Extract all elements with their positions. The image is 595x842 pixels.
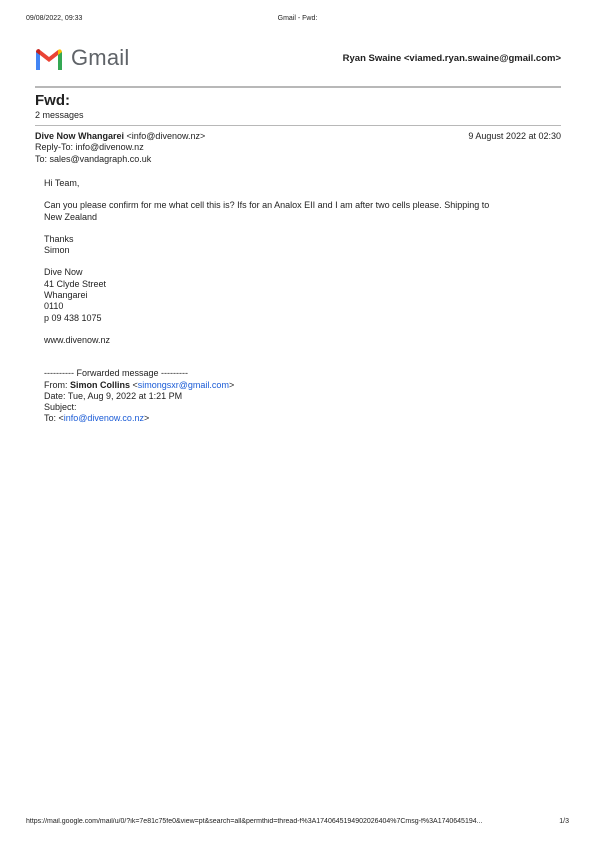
signature-city: Whangarei [44,290,88,301]
forwarded-from-line [44,380,554,391]
print-datetime: 09/08/2022, 09:33 [26,15,83,22]
message-sender [35,131,205,143]
account-identity: Ryan Swaine <viamed.ryan.swaine@gmail.com> [342,53,561,64]
print-page-title: Gmail - Fwd: [277,15,318,22]
header-divider [35,86,561,88]
greeting: Hi Team, [44,178,80,188]
thread-subject: Fwd: [35,92,70,109]
forwarded-from-label: From: [44,379,70,390]
signature-website-link[interactable]: www.divenow.nz [44,334,111,345]
forwarded-subject-line: Subject: [44,402,77,413]
signature-street-link[interactable]: 41 Clyde Street [44,278,107,289]
signature-company: Dive Now [44,267,83,278]
forwarded-to-close: > [143,413,150,424]
gmail-wordmark: Gmail [71,45,130,70]
print-footer-url: https://mail.google.com/mail/u/0/?ik=7e81c75fe0&view=pt&search=all&permthid=thread-f%3A1740645194902026404%7Cmsg-f%3A1740645194... [26,818,483,825]
forwarded-from-email-link[interactable]: simongsxr@gmail.com [137,379,229,390]
forwarded-to-line [44,413,554,424]
forwarded-separator: ---------- Forwarded message --------- [44,368,188,379]
message-body [44,178,554,425]
forwarded-from-name: Simon Collins [70,379,131,390]
sender-email: <info@divenow.nz> [126,131,206,141]
signature-phone: p 09 438 1075 [44,312,102,323]
sender-name: Dive Now Whangarei [35,131,125,141]
signature-postcode-link[interactable]: 0110 [44,301,64,312]
body-text-line-2: New Zealand [44,211,98,222]
thread-divider [35,125,561,126]
message-count: 2 messages [35,110,84,120]
forwarded-from-close: > [228,379,235,390]
message-date: 9 August 2022 at 02:30 [468,131,561,141]
print-page-number: 1/3 [559,818,569,825]
signoff-line: Simon [44,245,70,256]
gmail-m-logo-icon [34,47,64,70]
forwarded-to-label: To: < [44,413,64,424]
thanks-line: Thanks [44,233,74,244]
gmail-logo[interactable] [34,45,129,71]
reply-to-line: Reply-To: info@divenow.nz [35,142,144,152]
to-line: To: sales@vandagraph.co.uk [35,154,152,164]
forwarded-date-line: Date: Tue, Aug 9, 2022 at 1:21 PM [44,390,183,401]
body-text-line-1: Can you please confirm for me what cell this is? Ifs for an Analox EII and I am after two cells please. Shipping to [44,200,490,211]
forwarded-to-email-link[interactable]: info@divenow.co.nz [63,413,144,424]
forwarded-from-open: < [130,379,138,390]
